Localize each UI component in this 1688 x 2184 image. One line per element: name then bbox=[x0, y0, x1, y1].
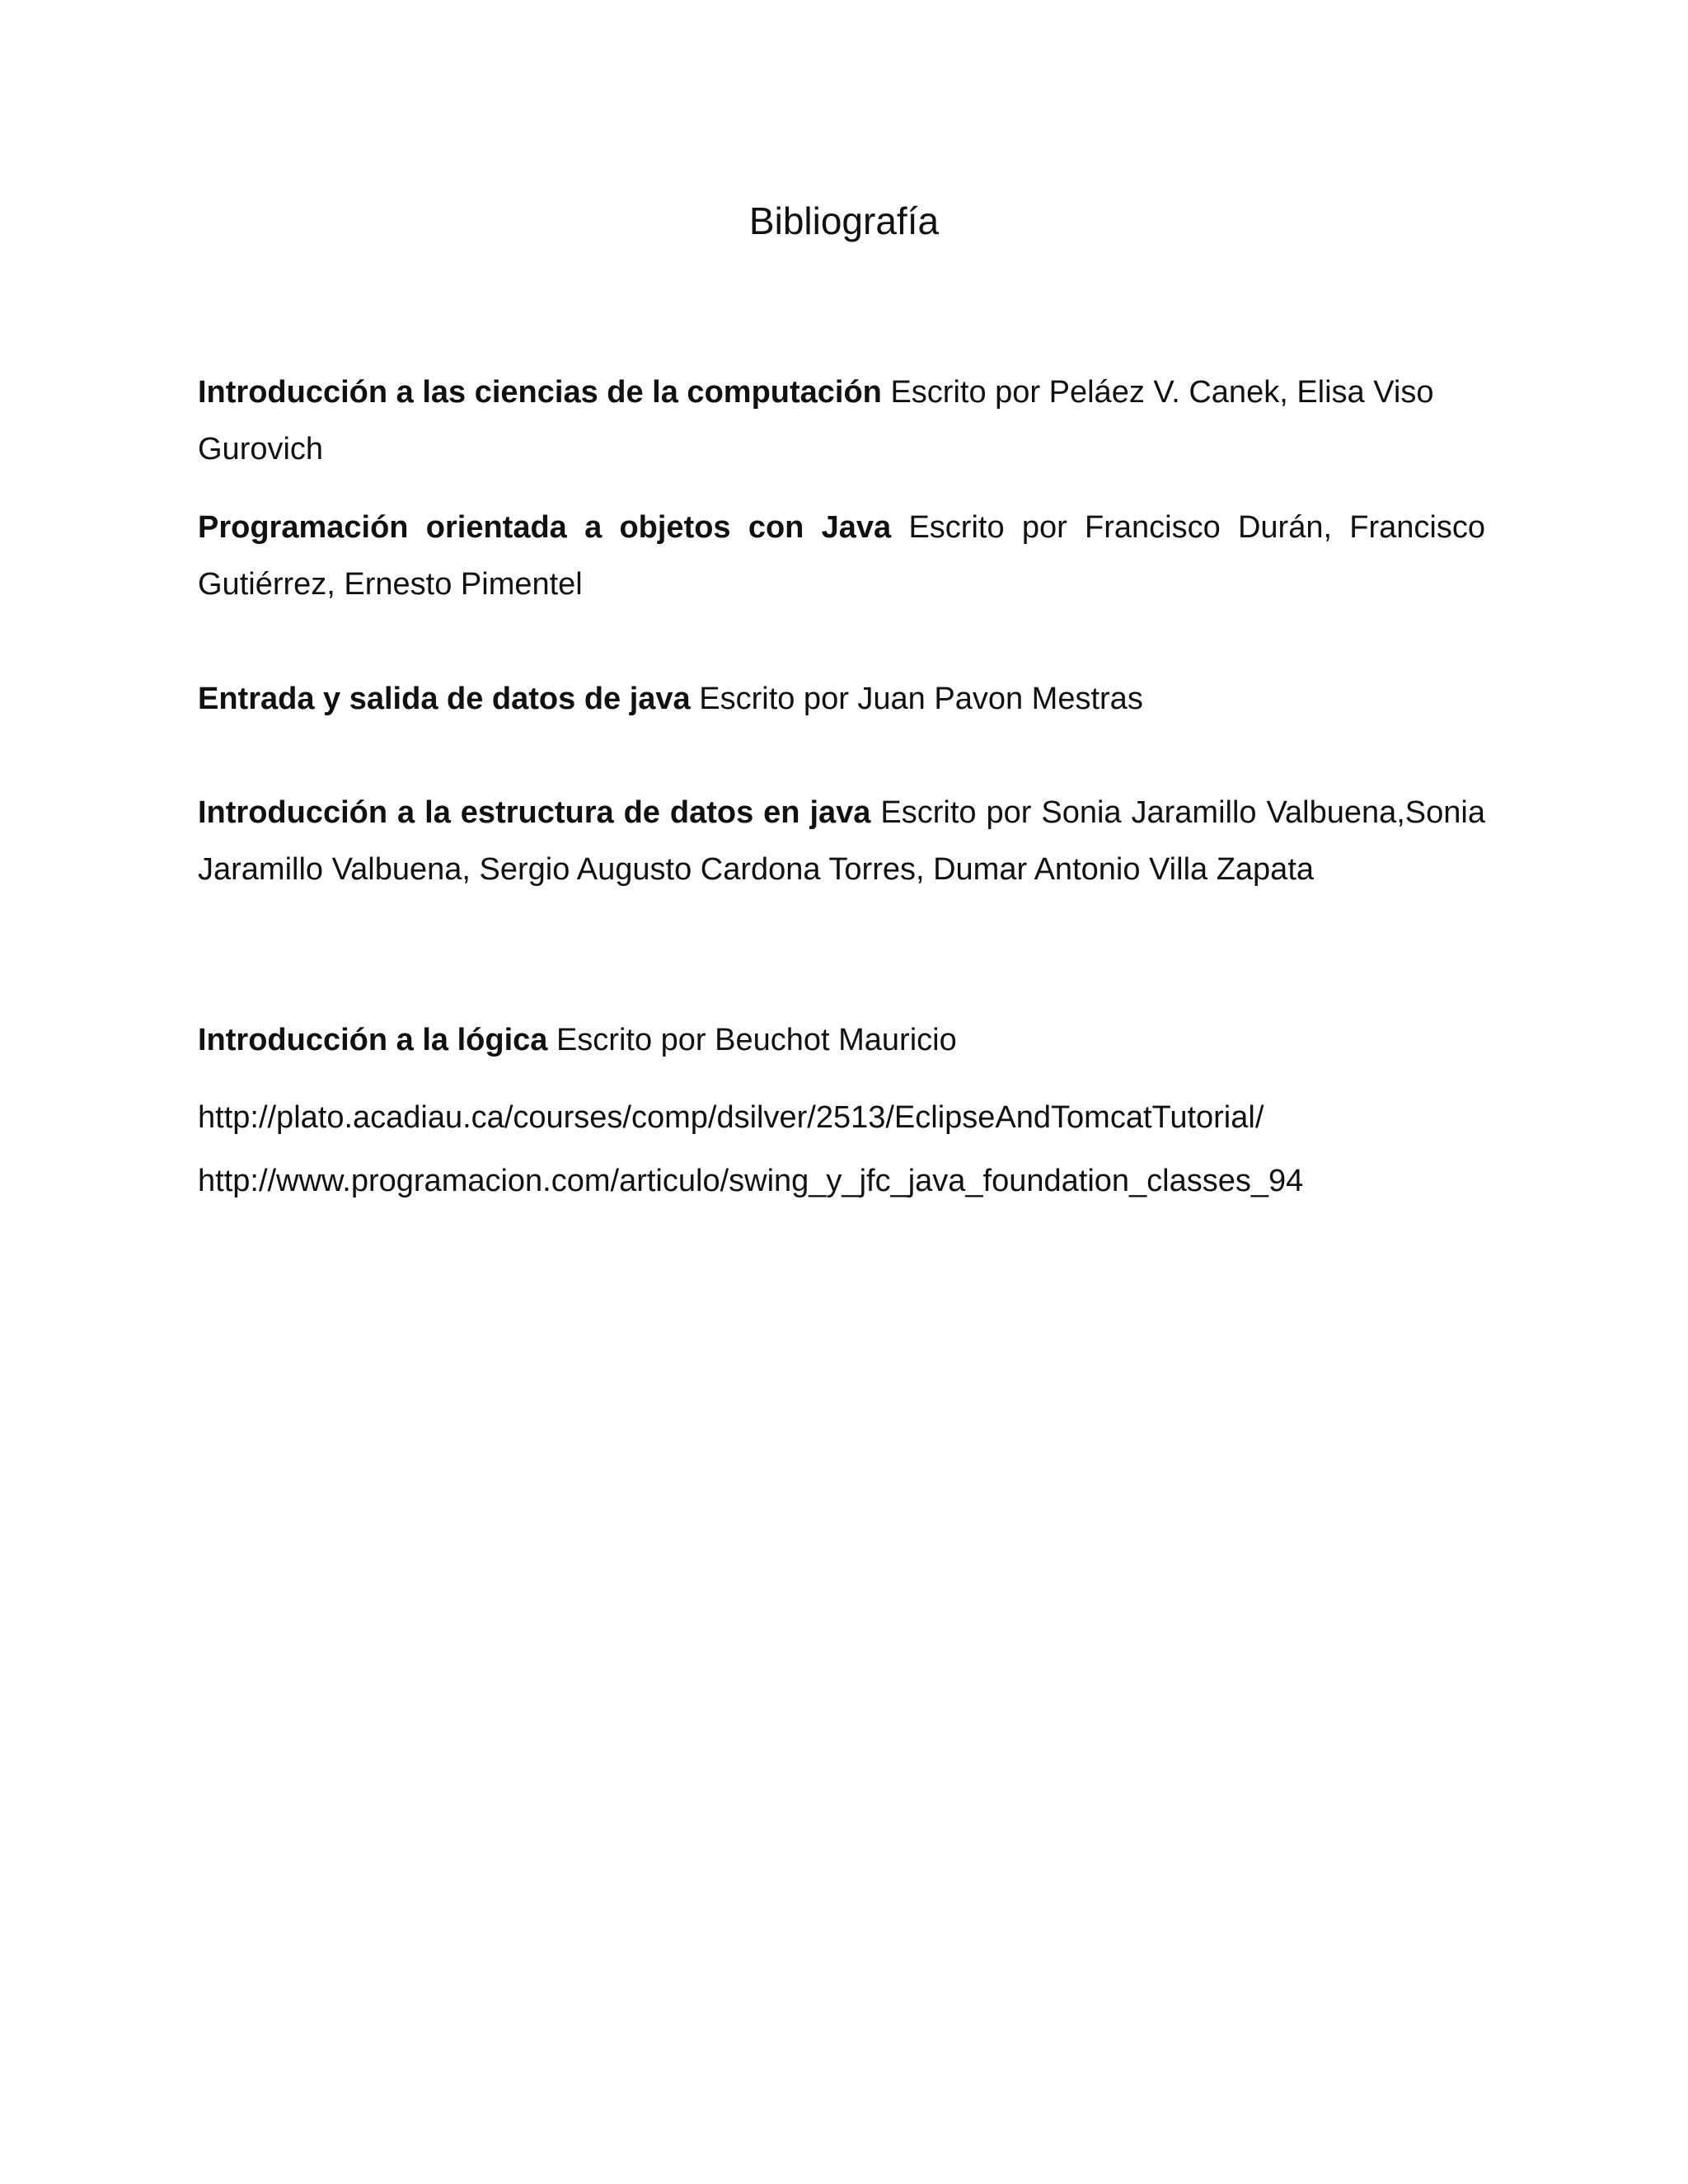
book-title: Introducción a las ciencias de la computación bbox=[198, 375, 882, 410]
bibliography-entry bbox=[198, 785, 1485, 898]
book-authors: Escrito por Francisco Durán, Francisco Gutiérrez, Ernesto Pimentel bbox=[198, 510, 1485, 602]
page-title: Bibliografía bbox=[748, 199, 940, 242]
bibliography-entry bbox=[198, 671, 1485, 728]
reference-url[interactable]: http://plato.acadiau.ca/courses/comp/dsilver/2513/EclipseAndTomcatTutorial/ bbox=[198, 1100, 1264, 1135]
bibliography-entry bbox=[198, 1012, 1485, 1069]
book-title: Introducción a la lógica bbox=[198, 1023, 548, 1057]
book-authors: Escrito por Beuchot Mauricio bbox=[547, 1023, 957, 1057]
book-title: Entrada y salida de datos de java bbox=[198, 682, 691, 716]
book-title: Programación orientada a objetos con Java bbox=[198, 510, 892, 545]
bibliography-entry bbox=[198, 499, 1485, 613]
book-title: Introducción a la estructura de datos en java bbox=[198, 795, 871, 830]
book-authors: Escrito por Peláez V. Canek, Elisa Viso Gurovich bbox=[198, 375, 1434, 466]
book-authors: Escrito por Juan Pavon Mestras bbox=[690, 682, 1143, 716]
reference-url[interactable]: http://www.programacion.com/articulo/swing_y_jfc_java_foundation_classes_94 bbox=[198, 1164, 1304, 1198]
book-authors: Escrito por Sonia Jaramillo Valbuena,Sonia Jaramillo Valbuena, Sergio Augusto Cardona Torres, Dumar Antonio Villa Zapata bbox=[198, 795, 1485, 887]
bibliography-entry bbox=[198, 364, 1467, 478]
